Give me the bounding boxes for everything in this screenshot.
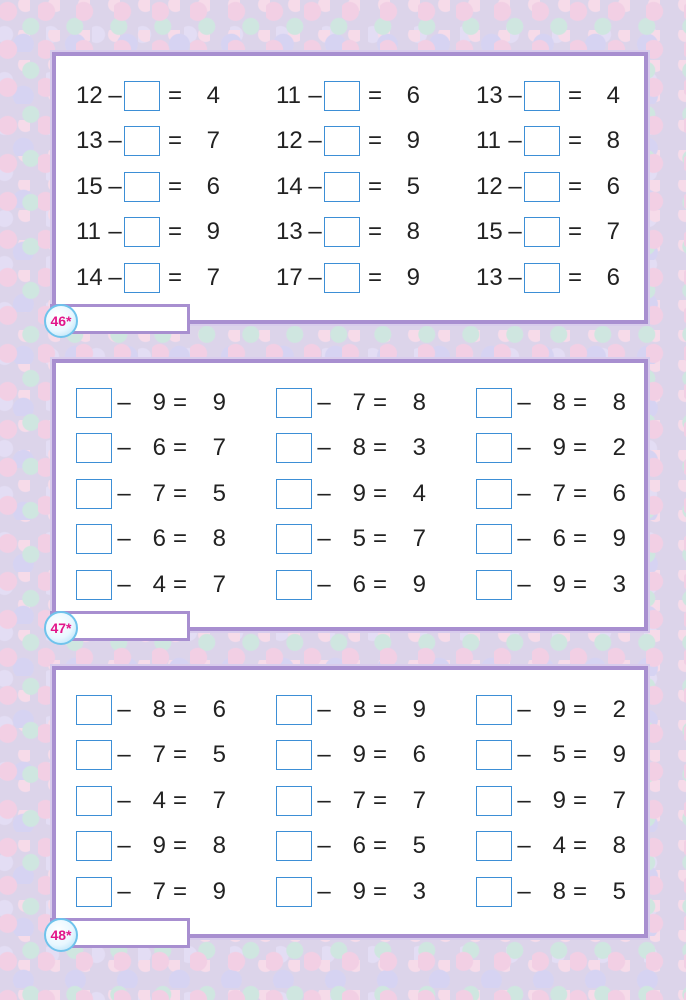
subtrahend: 6 [152,525,166,553]
difference: 9 [406,263,420,291]
equation [76,869,276,915]
difference: 7 [412,786,426,814]
difference: 7 [212,570,226,598]
minus-sign: – [517,388,531,416]
difference: 4 [412,479,426,507]
equals-sign: = [372,832,387,860]
subtrahend: 6 [552,525,566,553]
equation [476,869,676,915]
difference: 9 [212,877,226,905]
equals-sign: = [372,525,387,553]
equals-sign: = [572,525,587,553]
difference: 5 [612,877,626,905]
subtrahend: 8 [352,695,366,723]
equation [276,255,476,301]
difference: 4 [606,81,620,109]
difference: 8 [612,388,626,416]
answer-box[interactable] [76,479,112,509]
equation [276,733,476,779]
minus-sign: – [117,434,131,462]
minus-sign: – [517,570,531,598]
equals-sign: = [572,479,587,507]
minus-sign: – [508,218,522,246]
answer-box[interactable] [276,388,312,418]
minus-sign: – [508,127,522,155]
minuend: 13 [76,127,103,155]
minus-sign: – [308,218,322,246]
equation [276,164,476,210]
equation [76,164,276,210]
minuend: 13 [476,263,503,291]
minus-sign: – [317,479,331,507]
equals-sign: = [167,127,182,155]
equals-sign: = [167,81,182,109]
minus-sign: – [117,832,131,860]
subtrahend: 6 [152,434,166,462]
equation [476,255,676,301]
difference: 7 [212,786,226,814]
subtrahend: 7 [352,786,366,814]
minus-sign: – [517,479,531,507]
minus-sign: – [317,525,331,553]
equation [76,73,276,119]
equation [76,517,276,563]
equation [476,210,676,256]
exercise-panel-47 [50,359,648,636]
answer-box[interactable] [476,695,512,725]
equals-sign: = [572,832,587,860]
equals-sign: = [572,434,587,462]
equals-sign: = [167,263,182,291]
minuend: 11 [76,218,101,246]
minus-sign: – [517,434,531,462]
difference: 8 [406,218,420,246]
answer-box[interactable] [276,877,312,907]
equation [76,471,276,517]
subtrahend: 9 [352,479,366,507]
difference: 8 [612,832,626,860]
answer-box[interactable] [76,388,112,418]
minus-sign: – [317,786,331,814]
answer-box[interactable] [476,433,512,463]
equals-sign: = [172,832,187,860]
difference: 7 [412,525,426,553]
minus-sign: – [108,127,122,155]
answer-box[interactable] [476,570,512,600]
equation [276,562,476,608]
minuend: 14 [276,172,303,200]
equation [276,824,476,870]
difference: 9 [612,741,626,769]
answer-box[interactable] [124,263,160,293]
equation [476,562,676,608]
answer-box[interactable] [76,831,112,861]
minus-sign: – [108,81,122,109]
equation [76,426,276,472]
minuend: 15 [76,172,103,200]
answer-box[interactable] [124,81,160,111]
equals-sign: = [172,786,187,814]
minuend: 12 [76,81,103,109]
answer-box[interactable] [276,479,312,509]
minus-sign: – [317,570,331,598]
equation [476,426,676,472]
equation [476,687,676,733]
equation [276,426,476,472]
answer-box[interactable] [476,740,512,770]
equals-sign: = [572,388,587,416]
equals-sign: = [167,172,182,200]
answer-box[interactable] [324,217,360,247]
difference: 6 [612,479,626,507]
difference: 2 [612,434,626,462]
subtrahend: 9 [552,786,566,814]
answer-box[interactable] [76,877,112,907]
answer-box[interactable] [276,786,312,816]
equals-sign: = [372,786,387,814]
subtrahend: 6 [352,832,366,860]
answer-box[interactable] [476,786,512,816]
equals-sign: = [572,786,587,814]
answer-box[interactable] [524,81,560,111]
answer-box[interactable] [276,524,312,554]
equals-sign: = [172,525,187,553]
difference: 5 [406,172,420,200]
subtrahend: 7 [152,741,166,769]
difference: 6 [606,172,620,200]
equation [76,824,276,870]
minuend: 12 [476,172,503,200]
exercise-panel-46 [50,52,648,329]
equals-sign: = [572,877,587,905]
difference: 7 [206,127,220,155]
difference: 9 [612,525,626,553]
answer-box[interactable] [76,786,112,816]
minus-sign: – [508,172,522,200]
subtrahend: 5 [352,525,366,553]
equals-sign: = [572,741,587,769]
equation [76,210,276,256]
answer-box[interactable] [276,740,312,770]
answer-box[interactable] [524,217,560,247]
equals-sign: = [367,81,382,109]
subtrahend: 7 [152,479,166,507]
difference: 3 [612,570,626,598]
equals-sign: = [172,388,187,416]
equation [76,733,276,779]
subtrahend: 7 [352,388,366,416]
equals-sign: = [372,570,387,598]
difference: 3 [412,434,426,462]
minus-sign: – [108,218,122,246]
equation [476,517,676,563]
subtrahend: 5 [552,741,566,769]
equation [476,164,676,210]
equation [76,687,276,733]
minus-sign: – [508,81,522,109]
equation [276,73,476,119]
minus-sign: – [317,695,331,723]
equals-sign: = [372,479,387,507]
minuend: 17 [276,263,303,291]
subtrahend: 4 [152,570,166,598]
minus-sign: – [117,877,131,905]
answer-box[interactable] [276,433,312,463]
equation-grid [76,687,676,915]
answer-box[interactable] [76,695,112,725]
equals-sign: = [367,127,382,155]
equals-sign: = [367,263,382,291]
answer-box[interactable] [276,831,312,861]
equation [76,562,276,608]
equation [476,380,676,426]
equals-sign: = [167,218,182,246]
subtrahend: 4 [552,832,566,860]
equals-sign: = [372,695,387,723]
equation [476,733,676,779]
minus-sign: – [317,434,331,462]
subtrahend: 9 [152,388,166,416]
exercise-number-badge: 48* [44,918,78,952]
difference: 9 [412,695,426,723]
difference: 6 [606,263,620,291]
equation [476,119,676,165]
difference: 4 [206,81,220,109]
answer-box[interactable] [524,263,560,293]
difference: 6 [412,741,426,769]
equation [76,119,276,165]
difference: 8 [212,525,226,553]
subtrahend: 8 [552,877,566,905]
difference: 8 [212,832,226,860]
difference: 6 [406,81,420,109]
minus-sign: – [517,786,531,814]
equals-sign: = [367,172,382,200]
difference: 5 [212,479,226,507]
minus-sign: – [517,695,531,723]
equals-sign: = [372,388,387,416]
minus-sign: – [117,695,131,723]
minus-sign: – [108,263,122,291]
subtrahend: 9 [552,695,566,723]
exercise-panel-48 [50,666,648,943]
subtrahend: 9 [552,570,566,598]
subtrahend: 7 [152,877,166,905]
equation [276,869,476,915]
answer-box[interactable] [76,740,112,770]
answer-box[interactable] [124,172,160,202]
difference: 7 [212,434,226,462]
difference: 7 [206,263,220,291]
minus-sign: – [317,388,331,416]
answer-box[interactable] [524,172,560,202]
subtrahend: 8 [352,434,366,462]
difference: 9 [212,388,226,416]
difference: 8 [412,388,426,416]
difference: 2 [612,695,626,723]
difference: 6 [206,172,220,200]
minuend: 13 [476,81,503,109]
minus-sign: – [517,877,531,905]
subtrahend: 9 [552,434,566,462]
answer-box[interactable] [276,695,312,725]
equation [276,380,476,426]
minuend: 13 [276,218,303,246]
minus-sign: – [517,525,531,553]
minus-sign: – [117,741,131,769]
answer-box[interactable] [476,524,512,554]
difference: 5 [412,832,426,860]
subtrahend: 9 [352,741,366,769]
equals-sign: = [372,741,387,769]
difference: 7 [612,786,626,814]
answer-box[interactable] [124,126,160,156]
minuend: 11 [276,81,301,109]
minuend: 15 [476,218,503,246]
equation-grid [76,380,676,608]
equation [276,471,476,517]
answer-box[interactable] [476,479,512,509]
minuend: 12 [276,127,303,155]
subtrahend: 4 [152,786,166,814]
minus-sign: – [117,388,131,416]
equals-sign: = [567,218,582,246]
equals-sign: = [172,570,187,598]
minus-sign: – [317,832,331,860]
minus-sign: – [117,786,131,814]
minus-sign: – [117,525,131,553]
minus-sign: – [308,127,322,155]
answer-box[interactable] [324,263,360,293]
equation-grid [76,73,676,301]
subtrahend: 8 [552,388,566,416]
equation [476,824,676,870]
minus-sign: – [517,832,531,860]
subtrahend: 9 [352,877,366,905]
subtrahend: 7 [552,479,566,507]
equals-sign: = [572,695,587,723]
equals-sign: = [367,218,382,246]
minus-sign: – [317,877,331,905]
difference: 6 [212,695,226,723]
equals-sign: = [172,877,187,905]
equation [276,119,476,165]
equation [76,255,276,301]
minus-sign: – [117,479,131,507]
minus-sign: – [117,570,131,598]
equation [476,778,676,824]
difference: 5 [212,741,226,769]
answer-box[interactable] [476,877,512,907]
equals-sign: = [567,81,582,109]
answer-box[interactable] [476,388,512,418]
difference: 7 [606,218,620,246]
equals-sign: = [567,172,582,200]
minus-sign: – [508,263,522,291]
difference: 9 [206,218,220,246]
equation [76,778,276,824]
answer-box[interactable] [324,172,360,202]
subtrahend: 6 [352,570,366,598]
equation [476,471,676,517]
answer-box[interactable] [76,433,112,463]
equation [276,687,476,733]
equals-sign: = [572,570,587,598]
equals-sign: = [567,263,582,291]
equation [276,778,476,824]
answer-box[interactable] [324,126,360,156]
minus-sign: – [517,741,531,769]
minus-sign: – [317,741,331,769]
equation [476,73,676,119]
minus-sign: – [308,263,322,291]
exercise-number-badge: 47* [44,611,78,645]
equals-sign: = [372,434,387,462]
equation [76,380,276,426]
answer-box[interactable] [276,570,312,600]
answer-box[interactable] [476,831,512,861]
equals-sign: = [567,127,582,155]
answer-box[interactable] [124,217,160,247]
exercise-number-badge: 46* [44,304,78,338]
difference: 9 [406,127,420,155]
equals-sign: = [372,877,387,905]
minus-sign: – [108,172,122,200]
minuend: 11 [476,127,501,155]
equals-sign: = [172,479,187,507]
minus-sign: – [308,172,322,200]
equals-sign: = [172,695,187,723]
answer-box[interactable] [524,126,560,156]
difference: 8 [606,127,620,155]
equals-sign: = [172,434,187,462]
equals-sign: = [172,741,187,769]
difference: 9 [412,570,426,598]
difference: 3 [412,877,426,905]
answer-box[interactable] [324,81,360,111]
subtrahend: 9 [152,832,166,860]
answer-box[interactable] [76,524,112,554]
answer-box[interactable] [76,570,112,600]
subtrahend: 8 [152,695,166,723]
equation [276,210,476,256]
minus-sign: – [308,81,322,109]
minuend: 14 [76,263,103,291]
equation [276,517,476,563]
